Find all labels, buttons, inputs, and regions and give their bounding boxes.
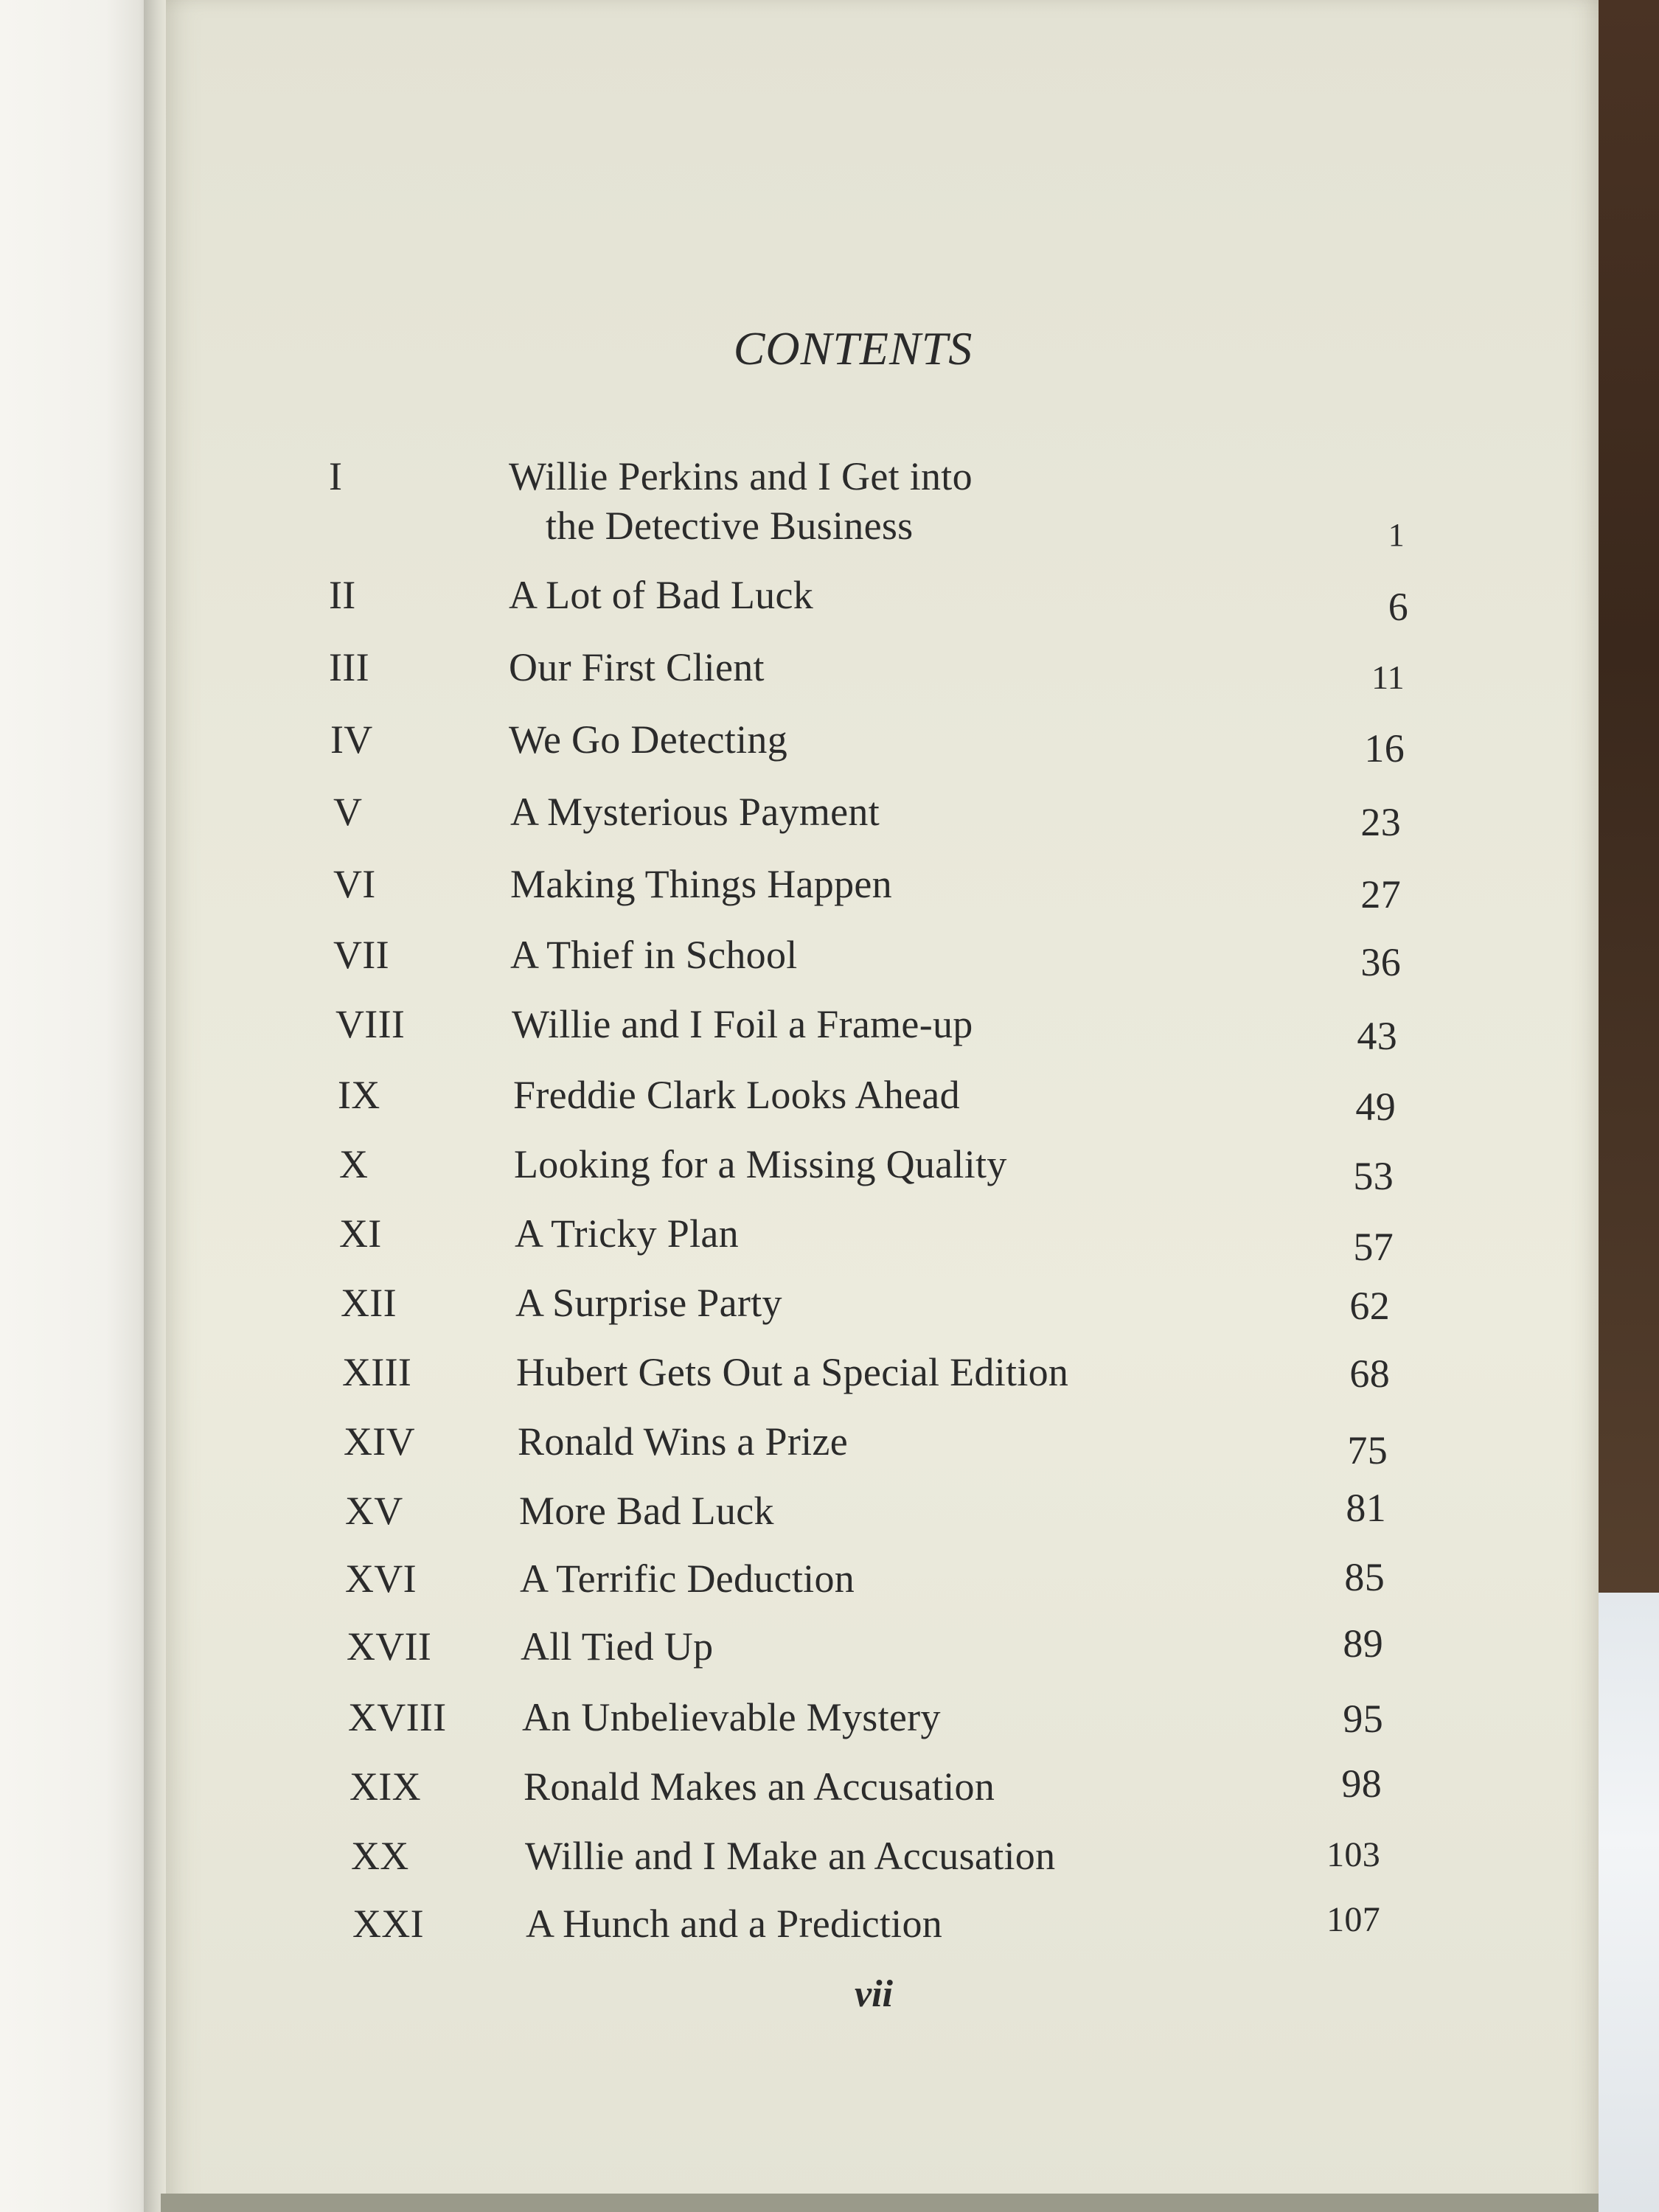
chapter-title: More Bad Luck <box>519 1489 774 1533</box>
chapter-page: 6 <box>1388 585 1408 629</box>
chapter-title: A Lot of Bad Luck <box>509 573 814 617</box>
chapter-page: 85 <box>1344 1555 1385 1599</box>
chapter-title: Looking for a Missing Quality <box>514 1142 1007 1186</box>
chapter-numeral: IV <box>330 717 373 762</box>
chapter-title: A Surprise Party <box>515 1281 782 1325</box>
chapter-page: 1 <box>1388 517 1405 553</box>
chapter-page: 89 <box>1343 1621 1383 1666</box>
chapter-title: An Unbelievable Mystery <box>522 1695 941 1739</box>
chapter-title: A Terrific Deduction <box>520 1557 855 1601</box>
chapter-numeral: VIII <box>335 1002 406 1046</box>
chapter-title: Willie and I Foil a Frame-up <box>512 1002 973 1046</box>
chapter-title: Ronald Wins a Prize <box>518 1419 848 1464</box>
chapter-title: Hubert Gets Out a Special Edition <box>516 1350 1069 1394</box>
chapter-page: 107 <box>1326 1900 1380 1939</box>
chapter-numeral: XV <box>345 1489 403 1533</box>
chapter-title-line2: the Detective Business <box>546 504 914 548</box>
chapter-page: 49 <box>1355 1085 1396 1129</box>
chapter-title: Willie Perkins and I Get into <box>509 454 973 498</box>
chapter-numeral: XVIII <box>348 1695 447 1739</box>
chapter-numeral: XVII <box>347 1624 432 1669</box>
page-number-text: vii <box>855 1973 893 2015</box>
chapter-page: 11 <box>1371 658 1405 696</box>
chapter-title: We Go Detecting <box>509 717 788 762</box>
chapter-title: Making Things Happen <box>510 862 892 906</box>
chapter-page: 16 <box>1364 726 1405 771</box>
chapter-page: 68 <box>1349 1352 1390 1396</box>
chapter-page: 75 <box>1347 1428 1388 1472</box>
chapter-title: A Thief in School <box>510 933 798 977</box>
chapter-numeral: XVI <box>345 1557 417 1601</box>
chapter-title: Willie and I Make an Accusation <box>525 1834 1056 1878</box>
page-title-text: CONTENTS <box>733 322 973 375</box>
chapter-page: 53 <box>1353 1154 1394 1198</box>
chapter-title: Our First Client <box>509 645 765 689</box>
chapter-numeral: VII <box>333 933 389 977</box>
chapter-page: 62 <box>1349 1284 1390 1328</box>
chapter-numeral: II <box>329 573 356 617</box>
page-number <box>0 1972 1659 2016</box>
chapter-title: A Hunch and a Prediction <box>526 1902 943 1946</box>
chapter-numeral: XIII <box>342 1350 412 1394</box>
chapter-numeral: I <box>329 454 343 498</box>
chapter-numeral: III <box>329 645 369 689</box>
chapter-numeral: XXI <box>352 1902 424 1946</box>
chapter-numeral: X <box>339 1142 369 1186</box>
chapter-page: 81 <box>1346 1486 1386 1530</box>
chapter-title: All Tied Up <box>521 1624 714 1669</box>
chapter-page: 98 <box>1341 1761 1382 1806</box>
chapter-page: 36 <box>1360 940 1401 984</box>
chapter-numeral: V <box>333 790 363 834</box>
chapter-numeral: XIX <box>349 1764 421 1809</box>
chapter-title: A Mysterious Payment <box>510 790 880 834</box>
chapter-page: 57 <box>1353 1225 1394 1269</box>
chapter-title: A Tricky Plan <box>515 1211 739 1256</box>
chapter-page: 43 <box>1357 1014 1397 1058</box>
chapter-page: 27 <box>1360 872 1401 917</box>
chapter-numeral: XIV <box>344 1419 415 1464</box>
chapter-numeral: IX <box>338 1073 380 1117</box>
chapter-numeral: VI <box>333 862 376 906</box>
chapter-page: 23 <box>1360 800 1401 844</box>
chapter-numeral: XI <box>339 1211 382 1256</box>
chapter-title: Freddie Clark Looks Ahead <box>513 1073 960 1117</box>
chapter-page: 95 <box>1343 1697 1383 1741</box>
chapter-page: 103 <box>1326 1835 1380 1874</box>
chapter-numeral: XII <box>341 1281 397 1325</box>
chapter-numeral: XX <box>351 1834 409 1878</box>
chapter-title: Ronald Makes an Accusation <box>524 1764 995 1809</box>
